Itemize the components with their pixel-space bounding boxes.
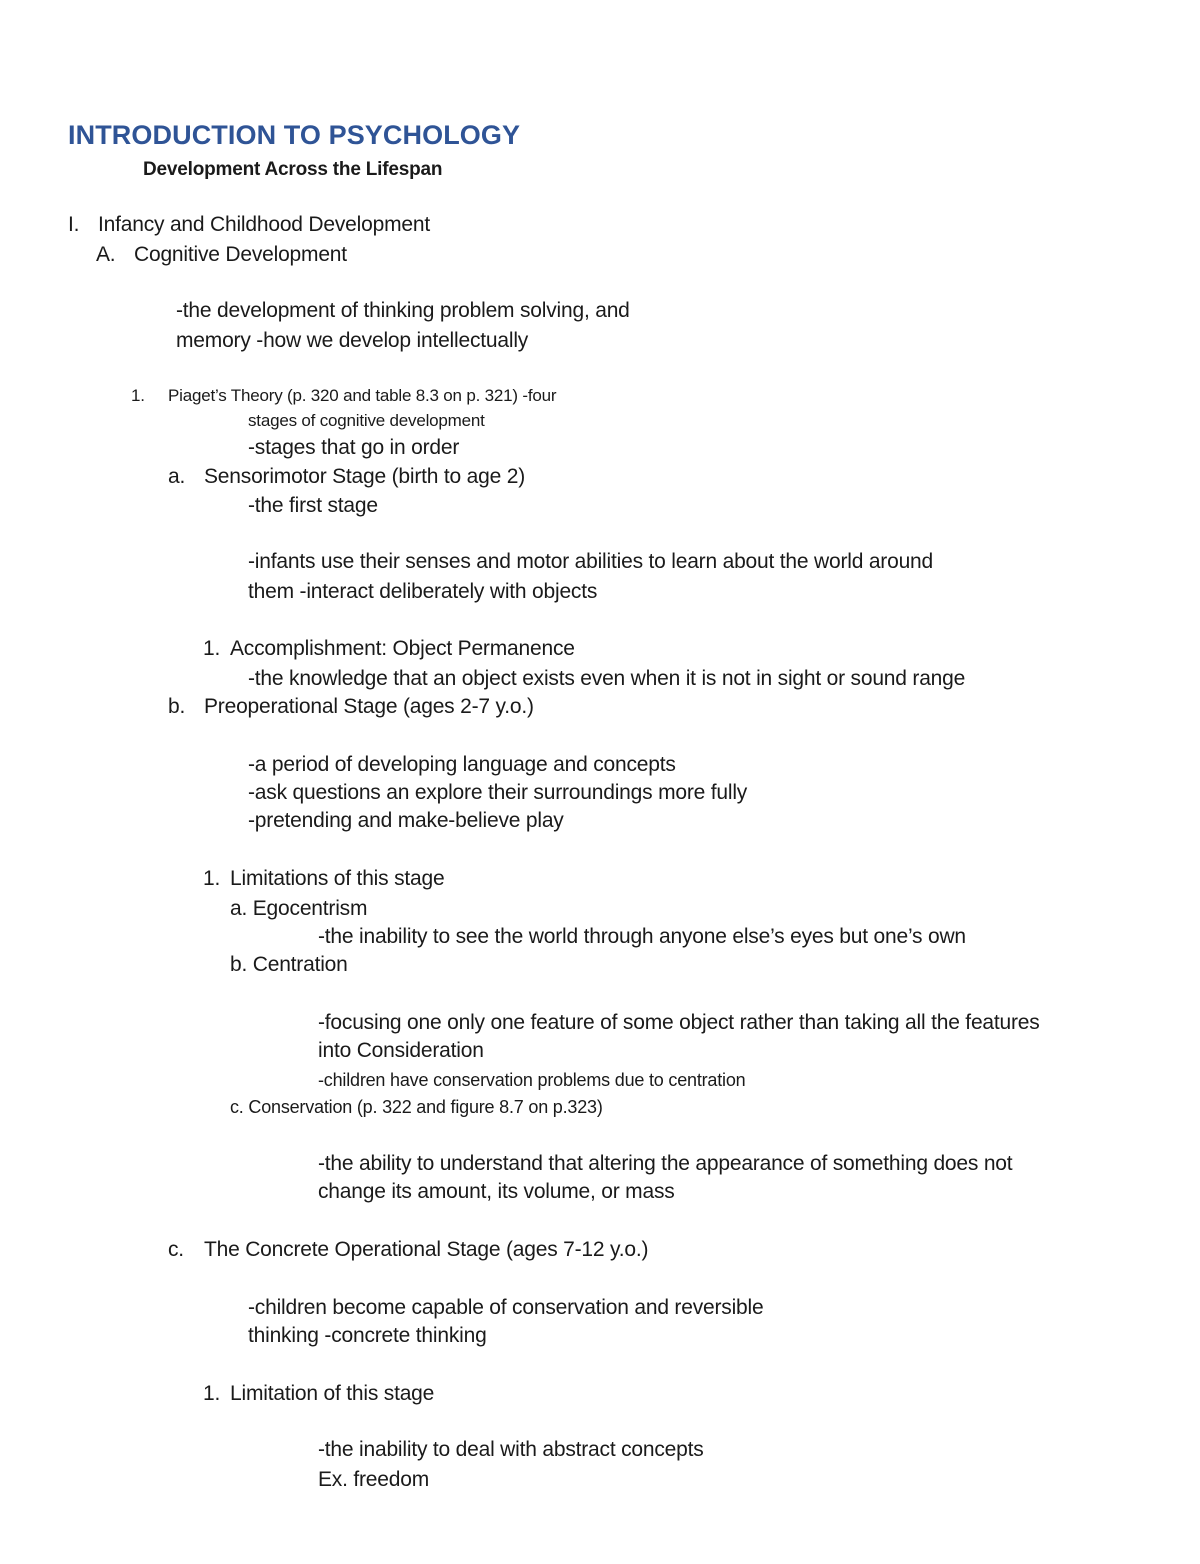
body-text: thinking -concrete thinking <box>248 1324 487 1347</box>
body-text: -the ability to understand that altering the appearance of something does not <box>318 1152 1013 1175</box>
document-title: INTRODUCTION TO PSYCHOLOGY <box>68 120 521 150</box>
outline-marker: a. <box>168 465 186 488</box>
body-text: change its amount, its volume, or mass <box>318 1180 675 1203</box>
body-text: -the development of thinking problem solving, and <box>176 299 630 322</box>
outline-marker: c. <box>168 1238 184 1261</box>
body-text: -focusing one only one feature of some object rather than taking all the features <box>318 1011 1040 1034</box>
body-text: -ask questions an explore their surroundings more fully <box>248 781 748 804</box>
outline-heading: Preoperational Stage (ages 2-7 y.o.) <box>204 695 534 718</box>
outline-heading: Cognitive Development <box>134 243 347 266</box>
body-text: -the inability to see the world through anyone else’s eyes but one’s own <box>318 925 966 948</box>
body-text: stages of cognitive development <box>248 411 485 430</box>
outline-marker: b. <box>168 695 186 718</box>
body-text: -the knowledge that an object exists even when it is not in sight or sound range <box>248 667 966 690</box>
outline-marker: 1. <box>203 637 221 660</box>
body-text: into Consideration <box>318 1039 484 1062</box>
body-text: memory -how we develop intellectually <box>176 329 529 352</box>
body-text: -a period of developing language and concepts <box>248 753 676 776</box>
body-text: them -interact deliberately with objects <box>248 580 598 603</box>
outline-marker: I. <box>68 213 80 236</box>
body-text: -children have conservation problems due to centration <box>318 1070 746 1090</box>
outline-heading: Infancy and Childhood Development <box>98 213 430 236</box>
outline-heading: c. Conservation (p. 322 and figure 8.7 on p.323) <box>230 1097 603 1117</box>
outline-heading: a. Egocentrism <box>230 897 368 920</box>
body-text: -the inability to deal with abstract concepts <box>318 1438 704 1461</box>
body-text: -the first stage <box>248 494 378 517</box>
body-text: Ex. freedom <box>318 1468 430 1491</box>
body-text: -infants use their senses and motor abilities to learn about the world around <box>248 550 934 573</box>
outline-heading: Piaget’s Theory (p. 320 and table 8.3 on p. 321) -four <box>168 386 557 405</box>
outline-heading: Sensorimotor Stage (birth to age 2) <box>204 465 526 488</box>
body-text: -pretending and make-believe play <box>248 809 564 832</box>
outline-marker: A. <box>96 243 116 266</box>
body-text: -children become capable of conservation and reversible <box>248 1296 764 1319</box>
outline-heading: Limitations of this stage <box>230 867 445 890</box>
body-text: -stages that go in order <box>248 436 460 459</box>
outline-heading: Limitation of this stage <box>230 1382 435 1405</box>
outline-heading: b. Centration <box>230 953 348 976</box>
outline-heading: Accomplishment: Object Permanence <box>230 637 575 660</box>
outline-marker: 1. <box>203 1382 221 1405</box>
document-subtitle: Development Across the Lifespan <box>143 159 443 180</box>
outline-heading: The Concrete Operational Stage (ages 7-12 y.o.) <box>204 1238 649 1261</box>
outline-marker: 1. <box>203 867 221 890</box>
outline-marker: 1. <box>131 386 145 405</box>
